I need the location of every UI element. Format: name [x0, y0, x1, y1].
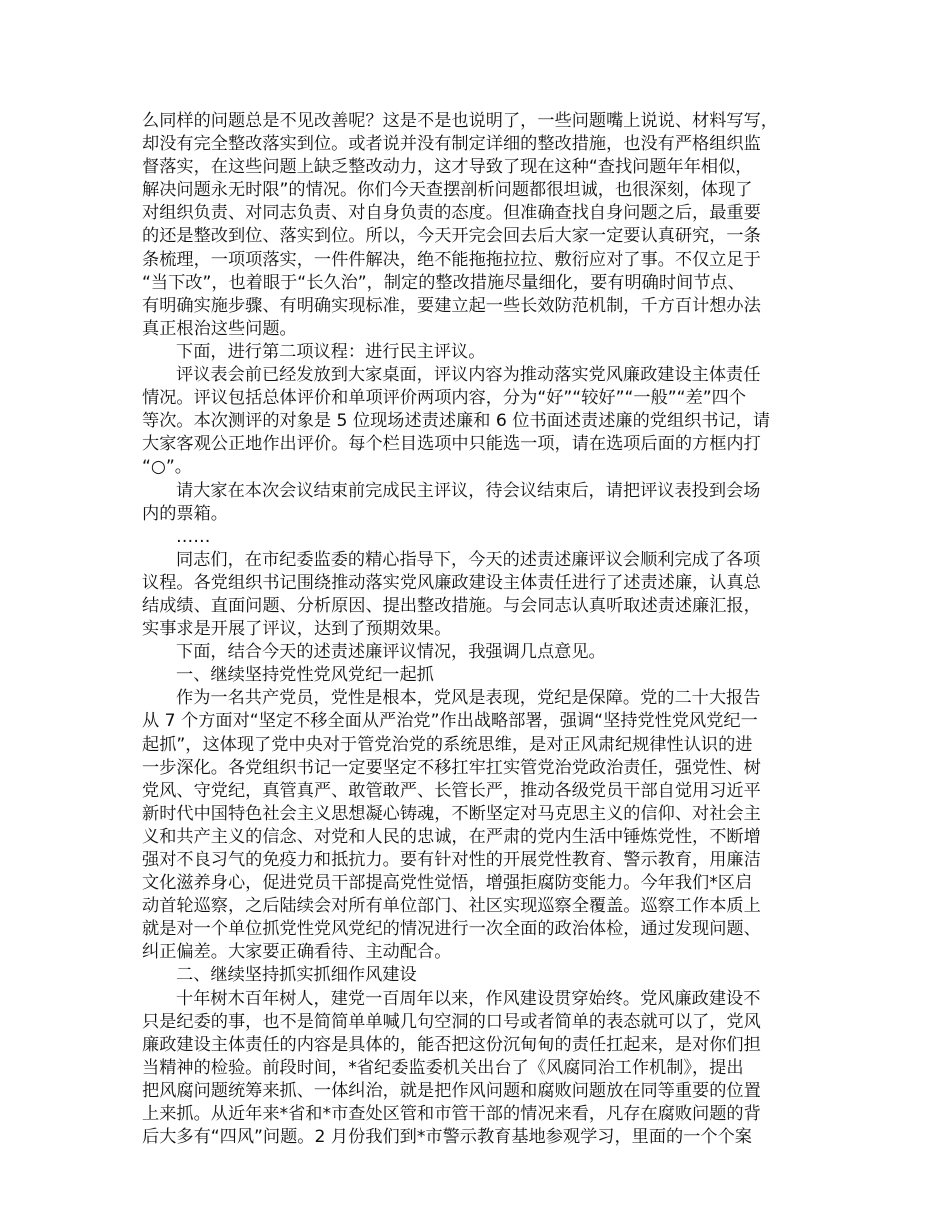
text-line: 评议表会前已经发放到大家桌面，评议内容为推动落实党风廉政建设主体责任	[176, 365, 761, 386]
text-line: 只是纪委的事，也不是简简单单喊几句空洞的口号或者简单的表态就可以了，党风	[142, 1011, 761, 1032]
text-line: 议程。各党组织书记围绕推动落实党风廉政建设主体责任进行了述责述廉，认真总	[142, 572, 761, 593]
text-line: 对组织负责、对同志负责、对自身负责的态度。但准确查找自身问题之后，最重要	[142, 203, 761, 224]
text-line: “当下改”，也着眼于“长久治”，制定的整改措施尽量细化，要有明确时间节点、	[142, 272, 745, 293]
text-line: 真正根治这些问题。	[142, 318, 297, 339]
text-line: 一步深化。各党组织书记一定要坚定不移扛牢扛实管党治党政治责任，强党性、树	[142, 757, 761, 778]
text-line: 十年树木百年树人，建党一百周年以来，作风建设贯穿始终。党风廉政建设不	[176, 988, 761, 1009]
text-line: 内的票箱。	[142, 503, 228, 524]
text-line: 党风、守党纪，真管真严、敢管敢严、长管长严，推动各级党员干部自觉用习近平	[142, 780, 761, 801]
text-line: 后大多有“四风”问题。2 月份我们到*市警示教育基地参观学习，里面的一个个案	[142, 1127, 752, 1148]
text-line: 下面，结合今天的述责述廉评议情况，我强调几点意见。	[176, 642, 606, 663]
text-line: 文化滋养身心，促进党员干部提高党性觉悟，增强拒腐防变能力。今年我们*区启	[142, 873, 753, 894]
text-line: 请大家在本次会议结束前完成民主评议，待会议结束后，请把评议表投到会场	[176, 480, 761, 501]
text-line: 二、继续坚持抓实抓细作风建设	[176, 965, 417, 986]
text-line: 强对不良习气的免疫力和抵抗力。要有针对性的开展党性教育、警示教育，用廉洁	[142, 850, 761, 870]
text-line: 起抓”，这体现了党中央对于管党治党的系统思维，是对正风肃纪规律性认识的进	[142, 734, 753, 755]
text-line: 情况。评议包括总体评价和单项评价两项内容，分为“好”“较好”“一般”“差”四个	[142, 388, 747, 409]
text-line: 上来抓。从近年来*省和*市查处区管和市管干部的情况来看，凡存在腐败问题的背	[142, 1104, 761, 1125]
text-line: ……	[176, 526, 211, 547]
text-line: 大家客观公正地作出评价。每个栏目选项中只能选一项，请在选项后面的方框内打	[142, 434, 761, 455]
document-body	[142, 110, 817, 1149]
text-line: 的还是整改到位、落实到位。所以，今天开完会回去后大家一定要认真研究，一条	[142, 226, 761, 247]
text-line: 义和共产主义的信念、对党和人民的忠诚，在严肃的党内生活中锤炼党性，不断增	[142, 826, 761, 847]
text-line: 就是对一个单位抓党性党风党纪的情况进行一次全面的政治体检，通过发现问题、	[142, 919, 761, 940]
text-line: 新时代中国特色社会主义思想凝心铸魂，不断坚定对马克思主义的信仰、对社会主	[142, 803, 761, 824]
text-line: “○”。	[142, 457, 192, 478]
text-line: 作为一名共产党员，党性是根本，党风是表现，党纪是保障。党的二十大报告	[176, 688, 761, 709]
text-line: 实事求是开展了评议，达到了预期效果。	[142, 619, 452, 640]
text-line: 从 7 个方面对“坚定不移全面从严治党”作出战略部署，强调“坚持党性党风党纪一	[142, 711, 758, 732]
text-line: 廉政建设主体责任的内容是具体的，能否把这份沉甸甸的责任扛起来，是对你们担	[142, 1034, 761, 1055]
text-line: 结成绩、直面问题、分析原因、提出整改措施。与会同志认真听取述责述廉汇报，	[142, 595, 761, 616]
text-line: 动首轮巡察，之后陆续会对所有单位部门、社区实现巡察全覆盖。巡察工作本质上	[142, 896, 761, 917]
text-line: 同志们，在市纪委监委的精心指导下，今天的述责述廉评议会顺利完成了各项	[176, 549, 761, 570]
text-line: 条梳理，一项项落实，一件件解决，绝不能拖拖拉拉、敷衍应对了事。不仅立足于	[142, 249, 761, 270]
text-line: 当精神的检验。前段时间，*省纪委监委机关出台了《风腐同治工作机制》，提出	[142, 1057, 744, 1078]
text-line: 么同样的问题总是不见改善呢？这是不是也说明了，一些问题嘴上说说、材料写写，	[142, 111, 778, 131]
text-line: 却没有完全整改落实到位。或者说并没有制定详细的整改措施，也没有严格组织监	[142, 134, 761, 155]
text-line: 一、继续坚持党性党风党纪一起抓	[176, 665, 434, 686]
text-line: 等次。本次测评的对象是 5 位现场述责述廉和 6 位书面述责述廉的党组织书记，请	[142, 411, 771, 432]
text-line: 督落实，在这些问题上缺乏整改动力，这才导致了现在这种“查找问题年年相似，	[142, 157, 753, 178]
text-line: 下面，进行第二项议程：进行民主评议。	[176, 341, 486, 362]
text-line: 纠正偏差。大家要正确看待、主动配合。	[142, 942, 452, 963]
text-line: 解决问题永无时限”的情况。你们今天查摆剖析问题都很坦诚，也很深刻，体现了	[142, 180, 753, 201]
text-line: 把风腐问题统筹来抓、一体纠治，就是把作风问题和腐败问题放在同等重要的位置	[142, 1080, 761, 1101]
text-line: 有明确实施步骤、有明确实现标准，要建立起一些长效防范机制，千方百计想办法	[142, 295, 761, 316]
